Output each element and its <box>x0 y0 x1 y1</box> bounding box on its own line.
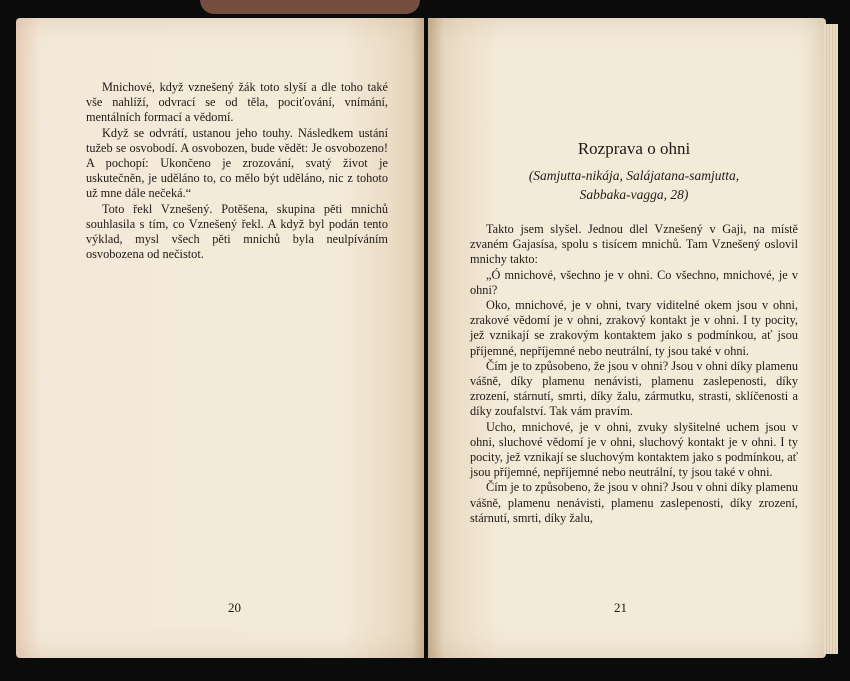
paragraph: Ucho, mnichové, je v ohni, zvuky slyšitelné uchem jsou v ohni, sluchové vědomí je v ohni, sluchový kontakt je v ohni. I ty pocity, jež vznikají se sluchovým kontaktem jako s podmínkou, ať jsou příjemné, nepříjemné nebo neutrální, ty jsou také v ohni. <box>470 419 798 480</box>
subtitle-line: Sabbaka-vagga, 28) <box>579 187 689 202</box>
chapter-subtitle <box>470 166 798 204</box>
page-number: 20 <box>228 600 241 615</box>
open-book <box>16 14 838 664</box>
right-page-text <box>470 222 798 526</box>
paragraph: Mnichové, když vznešený žák toto slyší a dle toho také vše nahlíží, odvrací se od těla, pociťování, vnímání, mentálních formací a vědomí. <box>86 80 388 125</box>
paragraph: Takto jsem slyšel. Jednou dlel Vznešený v Gaji, na místě zvaném Gajasísa, spolu s tisícem mnichů. Tam Vznešený oslovil mnichy takto: <box>470 222 798 267</box>
chapter-title: Rozprava o ohni <box>577 139 691 158</box>
paragraph: Čím je to způsobeno, že jsou v ohni? Jsou v ohni díky plamenu vášně, plamenu nenávisti, plamenu zaslepenosti, díky zrození, stárnutí, smrti, díky žalu, <box>470 480 798 525</box>
left-page-text <box>86 80 388 262</box>
subtitle-line: (Samjutta-nikája, Salájatana-samjutta, <box>528 168 740 183</box>
paragraph: Toto řekl Vznešený. Potěšena, skupina pěti mnichů souhlasila s tím, co Vznešený řekl. A když byl podán tento výklad, mysl všech pěti mnichů byla neulpíváním osvobozena od nečistot. <box>86 201 388 262</box>
paragraph: Když se odvrátí, ustanou jeho touhy. Následkem ustání tužeb se osvobodí. A osvobozen, bude vědět: Je osvobozeno! A pochopí: Ukončeno je zrozování, svatý život je uskutečněn, je uděláno to, co mělo být uděláno, nic z tohoto už mne dále nečeká.“ <box>86 125 388 201</box>
paragraph: Čím je to způsobeno, že jsou v ohni? Jsou v ohni díky plamenu vášně, díky plamenu nenávisti, plamenu zaslepenosti, díky zrození, stárnutí, smrti, díky žalu, zármutku, strasti, sklíčenosti a díky zoufalství. Tak vám pravím. <box>470 358 798 419</box>
right-page <box>428 18 826 658</box>
paragraph: Oko, mnichové, je v ohni, tvary viditelné okem jsou v ohni, zrakové vědomí je v ohni, zrakový kontakt je v ohni. I ty pocity, jež vznikají se zrakovým kontaktem jako s podmínkou, ať jsou příjemné, nepříjemné nebo neutrální, ty jsou také v ohni. <box>470 298 798 358</box>
paragraph: „Ó mnichové, všechno je v ohni. Co všechno, mnichové, je v ohni? <box>470 267 798 297</box>
left-page <box>16 18 424 658</box>
chapter-heading <box>470 138 798 204</box>
thumb <box>200 0 420 14</box>
page-number: 21 <box>614 600 627 615</box>
page-edges <box>824 24 838 654</box>
